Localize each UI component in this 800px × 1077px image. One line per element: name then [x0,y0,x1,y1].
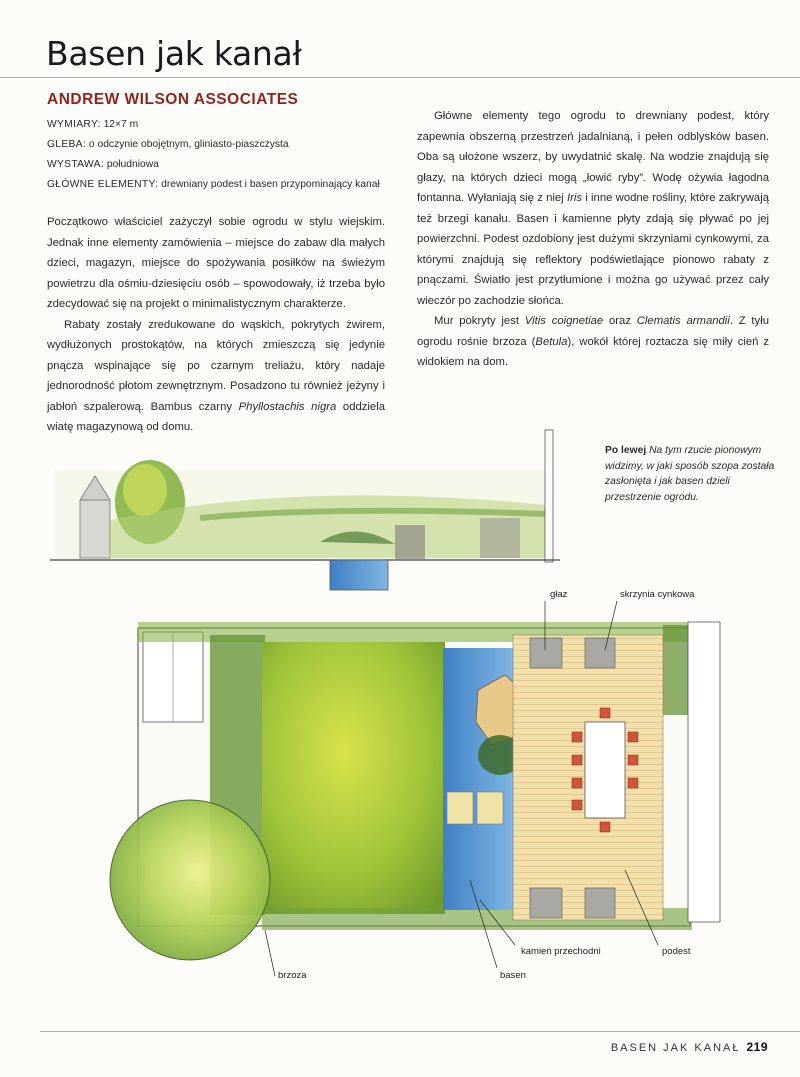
shed [80,500,110,558]
garden-illustrations [0,410,800,1030]
label-pool: basen [500,970,526,981]
birch-tree [110,800,270,960]
running-title: BASEN JAK KANAŁ [610,1042,741,1054]
label-birch: brzoza [278,970,307,981]
footer-rule [40,1031,800,1032]
paragraph-1: Początkowo właściciel zażyczył sobie ogrodu w stylu wiejskim. Jednak inne elementy zamówienia – miejsce do zabaw dla małych dzieci, magazyn, miejsce do spożywania posiłków na świeżym powietrzu dla ośmiu-dziesięciu osób – spowodowały, iż trzeba było zdecydować się na projekt o minimalistycznym charakterze. [47,216,385,310]
fact-exposure: WYSTAWA: południowa [47,159,159,170]
fact-elements: GŁÓWNE ELEMENTY: drewniany podest i basen przypominający kanał [47,179,380,190]
label-boulder: głaz [550,589,568,600]
house-plan [688,622,720,922]
page-title: Basen jak kanał [46,34,302,73]
house-wall [545,430,553,562]
right-column [417,106,769,373]
paragraph-4: Mur pokryty jest Vitis coignetiae oraz Clematis armandii. Z tyłu ogrodu rośnie brzoza (Betula), wokół której roztacza się miły cień z widokiem na dom. [417,315,769,368]
label-zinc-planter: skrzynia cynkowa [620,589,695,600]
figure-caption: Po lewej Na tym rzucie pionowym widzimy, w jaki sposób szopa została zasłonięta i jak basen dzieli przestrzenie ogrodu. [605,445,775,503]
elevation-drawing [50,430,560,590]
top-rule [0,77,800,78]
paragraph-2: Rabaty zostały zredukowane do wąskich, pokrytych żwirem, wydłużonych prostokątów, na których zmieszczą się jedynie pnącza wspinające się po czarnym treliażu, który nadaje jednorodność płotom zewnętrznym. Posadzono tu również jeżyny i jabłoń szpalerową. Bambus czarny Phyllostachis nigra oddziela wiatę magazynową od domu. [47,318,386,433]
elevation-pool [330,560,388,590]
stepping-stone [447,792,473,824]
label-stepping-stone: kamień przechodni [521,946,601,957]
paragraph-3: Główne elementy tego ogrodu to drewniany podest, który zapewnia obszerną przestrzeń jadalnianą, i pełen odblysków basen. Oba są ułożone wszerz, by uwydatnić skalę. Na wodzie znajdują się głazy, na których dzieci mogą „łowić ryby”. Wodę ożywia łagodna fontanna. Wyłaniają się z niej Iris i inne wodne rośliny, które zakrywają też brzegi kanału. Basen i kamienne płyty zdają się pływać po jej powierzchni. Podest ozdobiony jest dużymi skrzyniami cynkowymi, za którymi znajdują się reflektory podświetlające pionowo rabaty z pnączami. Światło jest przytłumione i można go używać przez cały wieczór po zachodzie słońca. [417,110,770,307]
page-footer [611,1040,768,1054]
lawn [262,642,445,914]
zinc-planter [530,638,562,668]
garden-facts [47,115,385,195]
designer-name: ANDREW WILSON ASSOCIATES [47,91,299,108]
fact-soil: GLEBA: o odczynie obojętnym, gliniasto-piaszczysta [47,139,289,150]
fact-dimensions: WYMIARY: 12×7 m [47,119,139,130]
left-column [47,88,385,438]
plan-drawing [110,601,720,976]
page-number: 219 [746,1040,768,1054]
label-deck: podest [662,946,691,957]
dining-table [585,722,625,818]
